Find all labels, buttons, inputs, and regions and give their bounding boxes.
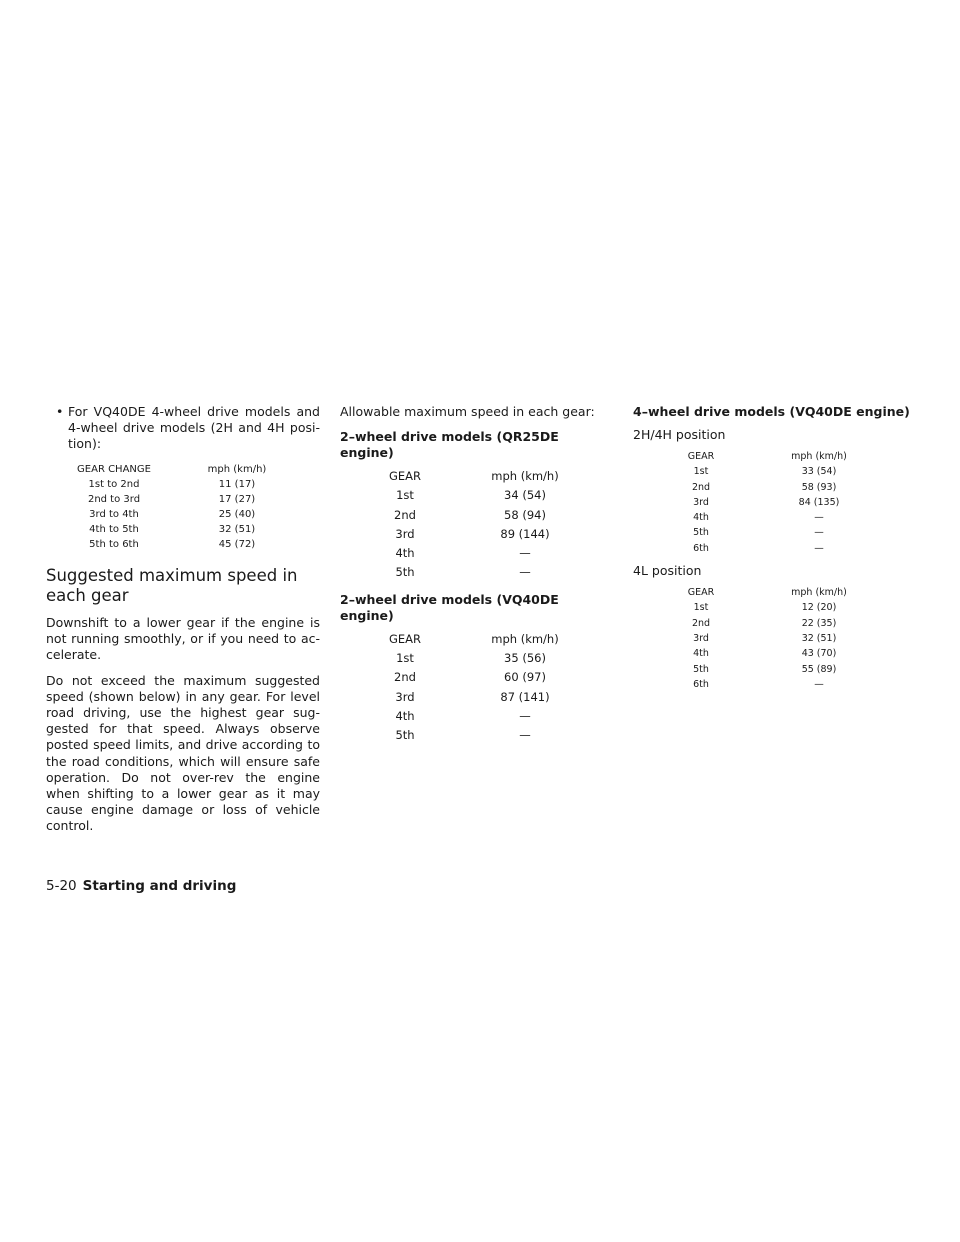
table-header-gear: GEAR	[388, 631, 422, 646]
table-cell: 89 (144)	[500, 526, 550, 541]
table-cell: 12 (20)	[801, 602, 837, 614]
table-row	[66, 522, 312, 537]
table-header-speed: mph (km/h)	[491, 631, 559, 646]
table-cell: 43 (70)	[801, 648, 837, 660]
section-heading: Suggested maximum speed in each gear	[46, 566, 298, 605]
table-cell: 3rd	[693, 496, 709, 508]
table-row	[360, 544, 600, 563]
table-cell: 5th	[693, 663, 709, 675]
table-cell: 4th	[395, 546, 415, 561]
subheading-2wd-qr25de: 2–wheel drive models (QR25DE engine)	[340, 429, 559, 460]
paragraph-downshift: Downshift to a lower gear if the engine is not running smoothly, or if you need to ac-celerate.	[46, 615, 320, 663]
table-cell: 84 (135)	[798, 496, 840, 508]
table-cell: 32 (51)	[801, 632, 837, 644]
table-cell: 45 (72)	[218, 539, 256, 550]
table-cell: 4th	[395, 708, 415, 723]
subheading-2wd-vq40de: 2–wheel drive models (VQ40DE engine)	[340, 591, 559, 623]
table-row	[360, 525, 600, 544]
table-row	[663, 495, 899, 510]
table-row	[360, 506, 600, 525]
subtitle-2h-4h: 2H/4H position	[633, 427, 726, 442]
table-row	[360, 649, 600, 668]
table-row	[663, 480, 899, 495]
paragraph-max-speed: Do not exceed the maximum suggested speed (shown below) in any gear. For level road driving, use the highest gear sug-gested for that speed. Always observe posted speed limits, and drive according to the road conditions, which will ensure safe operation. Do not over-rev the engine when shifting to a lower gear as it may cause engine damage or loss of vehicle control.	[46, 672, 320, 834]
table-row	[663, 600, 899, 615]
table-cell: 2nd to 3rd	[87, 494, 141, 505]
speed-table-4l	[663, 585, 899, 692]
table-cell: 2nd	[691, 617, 711, 629]
table-row	[360, 688, 600, 707]
subheading-4wd-vq40de: 4–wheel drive models (VQ40DE engine)	[633, 404, 910, 419]
table-header-row	[360, 630, 600, 649]
table-cell: 5th	[395, 728, 415, 743]
table-row	[360, 726, 600, 745]
table-header-speed: mph (km/h)	[791, 587, 847, 599]
table-cell: 35 (56)	[504, 651, 546, 666]
table-cell: —	[519, 728, 531, 743]
table-row	[663, 510, 899, 525]
table-cell: 1st	[693, 602, 709, 614]
right-column	[633, 404, 915, 692]
table-cell: 34 (54)	[504, 488, 546, 503]
bullet-item	[46, 404, 320, 452]
table-cell: —	[519, 708, 531, 723]
table-cell: 2nd	[394, 507, 416, 522]
table-header-speed: mph (km/h)	[791, 451, 847, 462]
table-row	[360, 668, 600, 687]
table-row	[66, 537, 312, 552]
bullet-mark: •	[56, 404, 64, 419]
table-cell: 60 (97)	[504, 670, 546, 685]
table-cell: 58 (93)	[801, 481, 837, 493]
table-row	[663, 464, 899, 479]
table-cell: 17 (27)	[218, 494, 256, 505]
table-cell: 87 (141)	[500, 689, 550, 704]
table-header-row	[663, 585, 899, 600]
table-cell: 33 (54)	[801, 466, 837, 478]
table-cell: —	[519, 565, 531, 580]
table-cell: 22 (35)	[801, 617, 837, 629]
table-cell: 4th	[693, 648, 709, 660]
speed-table-2wd-vq40de	[360, 630, 600, 746]
table-cell: 6th	[693, 678, 709, 690]
table-header-speed: mph (km/h)	[491, 469, 559, 483]
table-header-row	[66, 462, 312, 477]
table-cell: 1st to 2nd	[88, 479, 140, 490]
table-cell: 6th	[693, 542, 709, 554]
table-cell: 1st	[396, 651, 414, 666]
footer-section-title: Starting and driving	[82, 878, 237, 894]
table-cell: 58 (94)	[504, 507, 546, 522]
speed-table-2wd-qr25de	[360, 467, 600, 583]
table-cell: 55 (89)	[801, 663, 837, 675]
middle-column	[340, 404, 608, 746]
table-cell: 5th	[395, 565, 415, 580]
table-row	[663, 616, 899, 631]
table-cell: 3rd	[395, 526, 415, 541]
table-cell: —	[814, 527, 824, 539]
page-footer	[46, 877, 236, 895]
table-row	[663, 646, 899, 661]
table-cell: 3rd	[693, 632, 709, 644]
table-cell: —	[814, 678, 824, 690]
table-row	[663, 631, 899, 646]
table-cell: —	[814, 542, 824, 554]
table-cell: 4th to 5th	[89, 524, 139, 535]
table-header-gear: GEAR	[388, 469, 422, 483]
table-row	[360, 486, 600, 505]
table-row	[66, 507, 312, 522]
table-cell: 25 (40)	[218, 509, 256, 520]
table-cell: 2nd	[394, 670, 416, 685]
gear-change-table	[66, 462, 312, 552]
speed-table-2h-4h	[663, 449, 899, 556]
table-cell: 4th	[693, 512, 709, 524]
table-row	[360, 707, 600, 726]
table-cell: 3rd to 4th	[89, 509, 139, 520]
table-header-gear: GEAR	[687, 587, 715, 599]
table-row	[663, 677, 899, 692]
table-row	[66, 492, 312, 507]
table-header-gear-change: GEAR CHANGE	[77, 464, 151, 475]
subtitle-4l: 4L position	[633, 563, 702, 579]
table-header-gear: GEAR	[687, 451, 715, 462]
table-row	[663, 525, 899, 540]
table-row	[66, 477, 312, 492]
table-row	[663, 541, 899, 556]
table-header-row	[360, 467, 600, 486]
lead-text: Allowable maximum speed in each gear:	[340, 404, 595, 419]
table-header-row	[663, 449, 899, 464]
table-cell: 5th to 6th	[89, 539, 139, 550]
table-cell: 2nd	[691, 481, 711, 493]
table-cell: 1st	[396, 488, 414, 503]
table-cell: 5th	[693, 527, 709, 539]
table-cell: 1st	[693, 466, 709, 478]
table-row	[663, 662, 899, 677]
page-number: 5-20	[46, 878, 77, 894]
bullet-text: For VQ40DE 4-wheel drive models and 4-wheel drive models (2H and 4H posi-tion):	[68, 404, 320, 451]
table-cell: 11 (17)	[218, 479, 256, 490]
table-cell: —	[814, 512, 824, 524]
table-cell: —	[519, 546, 531, 561]
left-column	[46, 404, 320, 835]
table-cell: 3rd	[395, 689, 415, 704]
table-row	[360, 563, 600, 582]
table-header-speed: mph (km/h)	[207, 464, 267, 475]
table-cell: 32 (51)	[218, 524, 256, 535]
